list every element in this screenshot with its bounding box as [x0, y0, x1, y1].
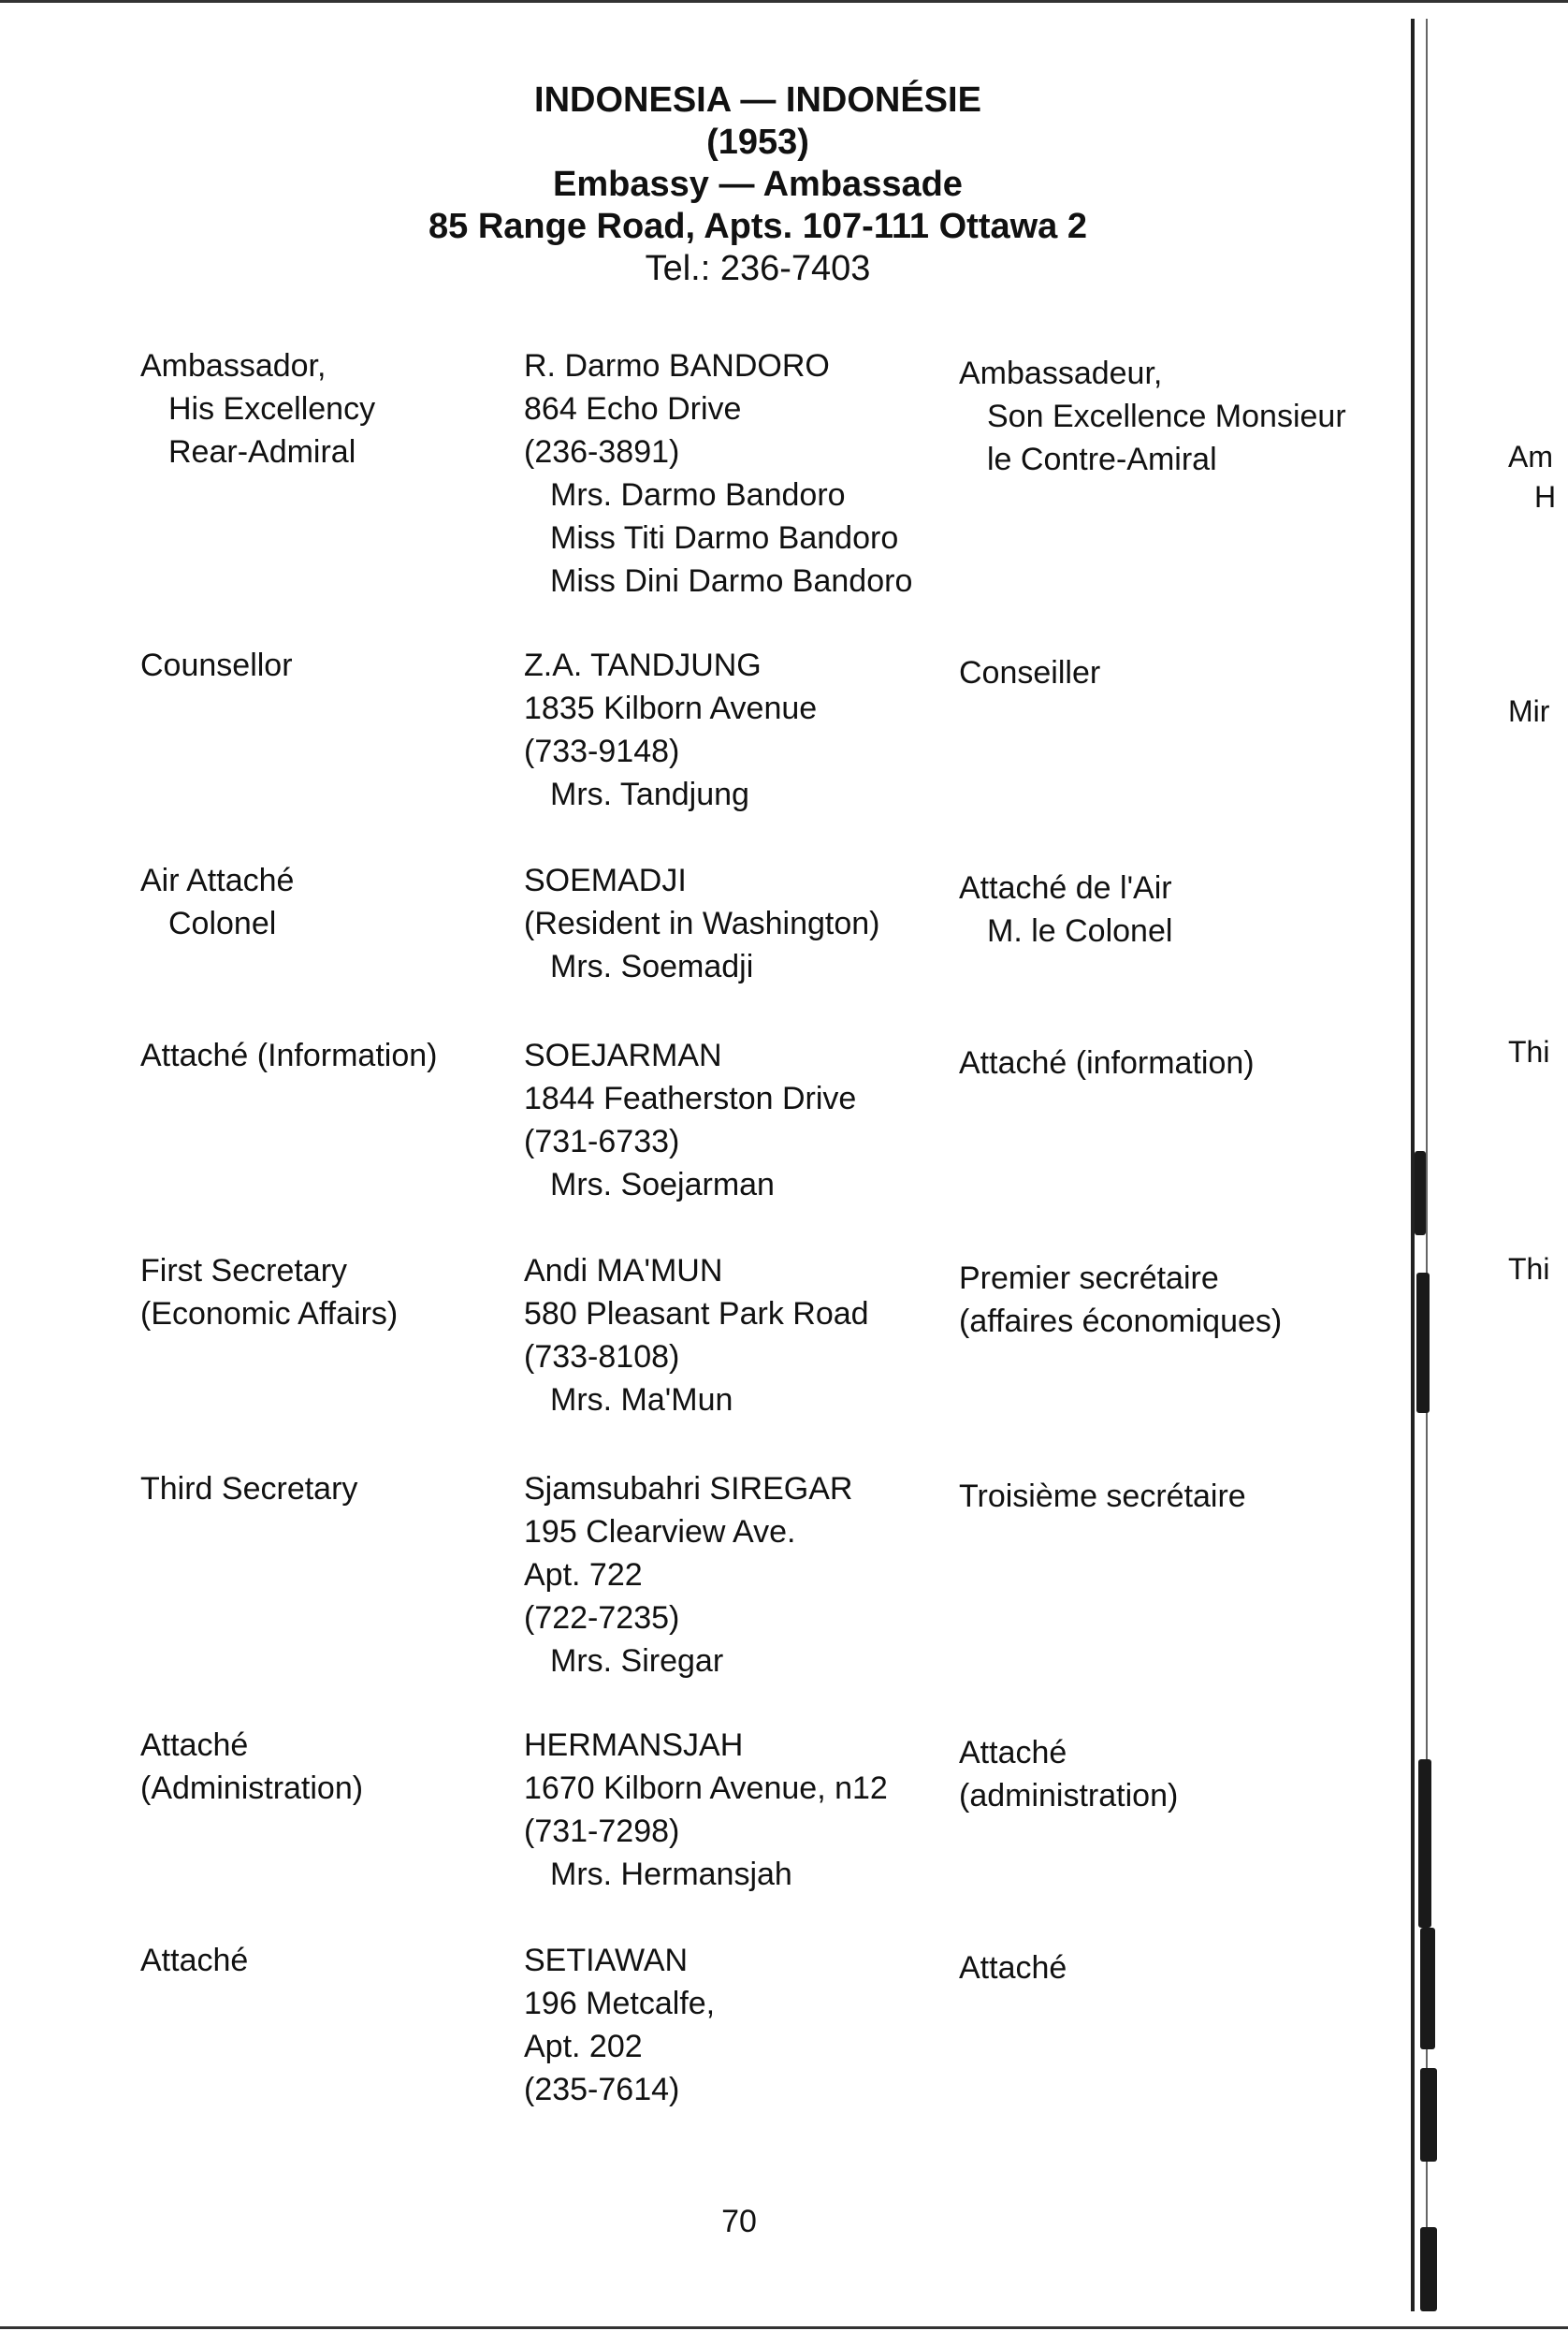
person-details: [524, 1034, 973, 1206]
family-member: Mrs. Ma'Mun: [550, 1382, 733, 1418]
person-detail-line: (236-3891): [524, 434, 680, 470]
adjacent-page-fragment: H: [1534, 480, 1557, 514]
year: (1953): [706, 123, 809, 162]
role-fr-line: Premier secrétaire: [959, 1260, 1219, 1296]
role-en: [140, 1939, 505, 1982]
bottom-edge-rule: [0, 2326, 1568, 2329]
role-fr-line: (administration): [959, 1778, 1179, 1814]
role-en: [140, 644, 505, 687]
person-detail-line: (722-7235): [524, 1600, 680, 1636]
person-detail-line: 1844 Featherston Drive: [524, 1081, 857, 1116]
role-line: Attaché: [140, 1727, 249, 1763]
family-member: Miss Titi Darmo Bandoro: [550, 520, 899, 556]
person-name: SOEMADJI: [524, 863, 687, 898]
person-details: [524, 344, 973, 603]
role-line: Rear-Admiral: [168, 434, 356, 470]
role-fr-line: le Contre-Amiral: [987, 442, 1217, 477]
person-name: R. Darmo BANDORO: [524, 348, 830, 384]
binding-mark: [1415, 1151, 1426, 1235]
role-en: [140, 1249, 505, 1335]
role-line: Third Secretary: [140, 1471, 358, 1507]
role-line: (Economic Affairs): [140, 1296, 399, 1332]
role-line: Attaché: [140, 1943, 249, 1978]
role-line: Counsellor: [140, 648, 293, 683]
role-fr: [959, 352, 1408, 481]
person-details: [524, 1467, 973, 1683]
role-line: First Secretary: [140, 1253, 348, 1289]
person-detail-line: 1835 Kilborn Avenue: [524, 691, 818, 726]
page-number: 70: [721, 2204, 757, 2239]
role-en: [140, 859, 505, 945]
person-detail-line: (733-8108): [524, 1339, 680, 1375]
binding-mark: [1420, 2068, 1437, 2162]
role-line: His Excellency: [168, 391, 376, 427]
role-fr-line: M. le Colonel: [987, 913, 1173, 949]
role-line: Colonel: [168, 906, 277, 941]
family-member: Miss Dini Darmo Bandoro: [550, 563, 913, 599]
person-details: [524, 859, 973, 988]
binding-mark: [1416, 1273, 1430, 1413]
person-name: HERMANSJAH: [524, 1727, 744, 1763]
role-fr-line: Attaché: [959, 1950, 1067, 1986]
top-edge-rule: [0, 0, 1568, 3]
adjacent-page-fragment: Mir: [1508, 694, 1550, 728]
person-detail-line: 1670 Kilborn Avenue, n12: [524, 1770, 888, 1806]
family-member: Mrs. Soejarman: [550, 1167, 775, 1202]
family-member: Mrs. Darmo Bandoro: [550, 477, 846, 513]
person-name: SOEJARMAN: [524, 1038, 722, 1073]
family-member: Mrs. Hermansjah: [550, 1857, 792, 1892]
family-member: Mrs. Siregar: [550, 1643, 724, 1679]
role-fr-line: Son Excellence Monsieur: [987, 399, 1346, 434]
role-line: Attaché (Information): [140, 1038, 438, 1073]
role-fr-line: Troisième secrétaire: [959, 1479, 1246, 1514]
binding-mark: [1420, 1928, 1435, 2049]
person-detail-line: 864 Echo Drive: [524, 391, 742, 427]
role-line: (Administration): [140, 1770, 364, 1806]
person-detail-line: (733-9148): [524, 734, 680, 769]
role-fr: [959, 1257, 1408, 1343]
person-detail-line: 196 Metcalfe,: [524, 1986, 716, 2021]
person-name: Andi MA'MUN: [524, 1253, 723, 1289]
binding-mark: [1418, 1759, 1431, 1928]
person-detail-line: (731-7298): [524, 1814, 680, 1849]
role-fr-line: Attaché (information): [959, 1045, 1255, 1081]
adjacent-page-fragment: Thi: [1508, 1035, 1550, 1069]
role-en: [140, 1724, 505, 1810]
role-fr: [959, 651, 1408, 694]
person-name: SETIAWAN: [524, 1943, 689, 1978]
embassy-address: 85 Range Road, Apts. 107-111 Ottawa 2: [428, 207, 1087, 246]
family-member: Mrs. Tandjung: [550, 777, 749, 812]
person-detail-line: (731-6733): [524, 1124, 680, 1159]
role-fr-line: Attaché: [959, 1735, 1067, 1770]
person-details: [524, 1249, 973, 1421]
role-fr-line: (affaires économiques): [959, 1304, 1283, 1339]
role-fr-line: Ambassadeur,: [959, 356, 1163, 391]
person-detail-line: Apt. 202: [524, 2029, 643, 2064]
person-details: [524, 1939, 973, 2111]
adjacent-page-fragment: Thi: [1508, 1252, 1550, 1286]
adjacent-page-fragment: Am: [1508, 440, 1553, 473]
binding-mark: [1420, 2227, 1437, 2311]
role-fr-line: Attaché de l'Air: [959, 870, 1172, 906]
role-line: Air Attaché: [140, 863, 295, 898]
country-title: INDONESIA — INDONÉSIE: [534, 80, 981, 120]
role-fr-line: Conseiller: [959, 655, 1101, 691]
role-en: [140, 344, 505, 473]
embassy-subtitle: Embassy — Ambassade: [553, 165, 963, 204]
person-name: Sjamsubahri SIREGAR: [524, 1471, 853, 1507]
person-detail-line: Apt. 722: [524, 1557, 643, 1593]
role-fr: [959, 867, 1408, 953]
person-detail-line: 580 Pleasant Park Road: [524, 1296, 869, 1332]
person-detail-line: 195 Clearview Ave.: [524, 1514, 796, 1550]
embassy-header: [0, 80, 1516, 290]
person-details: [524, 644, 973, 816]
person-name: Z.A. TANDJUNG: [524, 648, 762, 683]
role-fr: [959, 1042, 1408, 1085]
embassy-telephone: Tel.: 236-7403: [645, 249, 871, 288]
person-details: [524, 1724, 973, 1896]
person-detail-line: (Resident in Washington): [524, 906, 880, 941]
role-en: [140, 1467, 505, 1510]
person-detail-line: (235-7614): [524, 2072, 680, 2107]
family-member: Mrs. Soemadji: [550, 949, 754, 984]
role-en: [140, 1034, 505, 1077]
role-line: Ambassador,: [140, 348, 327, 384]
role-fr: [959, 1475, 1408, 1518]
role-fr: [959, 1946, 1408, 1989]
role-fr: [959, 1731, 1408, 1817]
